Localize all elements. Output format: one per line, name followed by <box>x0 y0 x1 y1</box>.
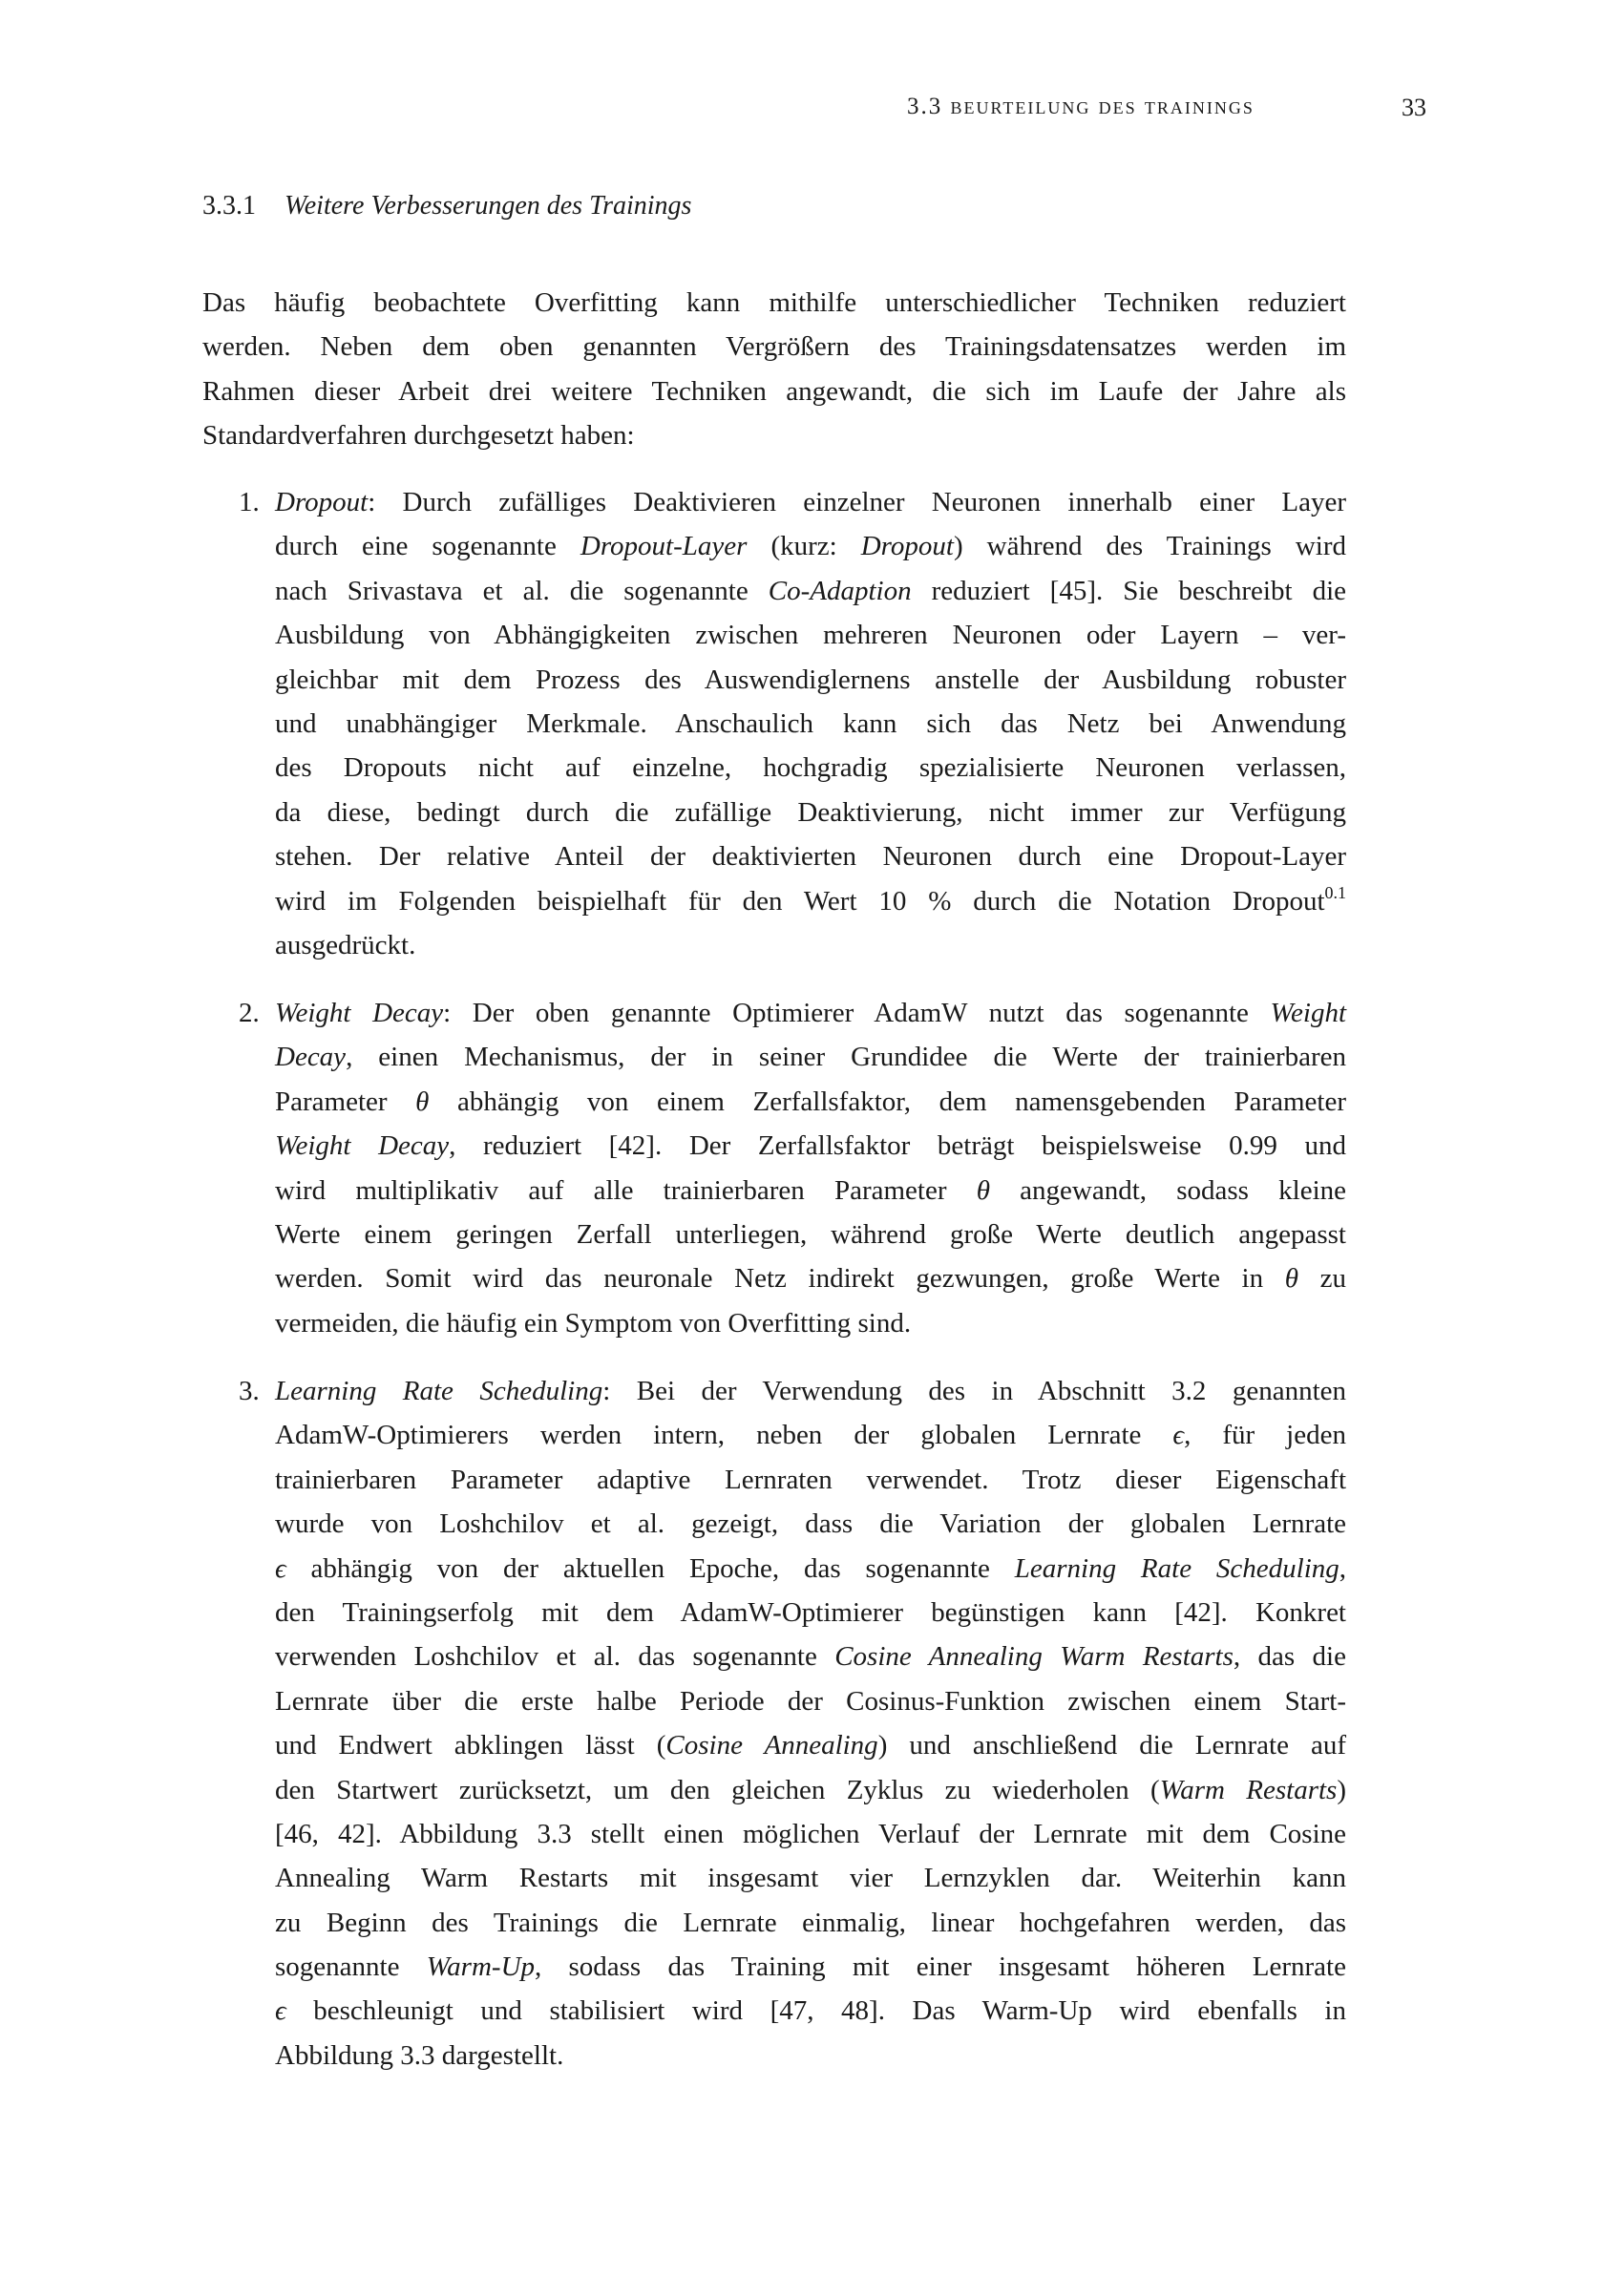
emphasis: θ <box>1284 1263 1298 1295</box>
text-line: Learning Rate Scheduling: Bei der Verwendung des in Abschnitt 3.2 genannten <box>275 1376 1346 1406</box>
list-item-weight-decay <box>239 991 1347 1345</box>
text-line: Annealing Warm Restarts mit insgesamt vier Lernzyklen dar. Weiterhin kann <box>275 1863 1346 1894</box>
text-line: stehen. Der relative Anteil der deaktivierten Neuronen durch eine Dropout-Layer <box>275 841 1346 873</box>
emphasis: Warm-Up <box>426 1951 536 1983</box>
emphasis: θ <box>976 1174 990 1206</box>
text-line: zu Beginn des Trainings die Lernrate einmalig, linear hochgefahren werden, das <box>275 1907 1346 1938</box>
text-line: Werte einem geringen Zerfall unterliegen, während große Werte deutlich angepasst <box>275 1218 1346 1250</box>
text-line: und unabhängiger Merkmale. Anschaulich kann sich das Netz bei Anwendung <box>275 707 1346 739</box>
text-line: wird multiplikativ auf alle trainierbaren Parameter θ angewandt, sodass kleine <box>275 1174 1347 1206</box>
running-header-section: 3.3 beurteilung des trainings <box>907 94 1255 119</box>
emphasis: Dropout-Layer <box>580 531 748 562</box>
text-line: wurde von Loshchilov et al. gezeigt, dass die Variation der globalen Lernrate <box>275 1508 1346 1540</box>
text-line: werden. Somit wird das neuronale Netz indirekt gezwungen, große Werte in θ zu <box>275 1263 1346 1295</box>
text-line: Decay, einen Mechanismus, der in seiner Grundidee die Werte der trainierbaren <box>275 1042 1346 1073</box>
emphasis: Warm Restarts <box>1159 1774 1338 1805</box>
text-line: wird im Folgenden beispielhaft für den Wert 10 % durch die Notation Dropout$^{0.1}$ <box>275 882 1346 917</box>
text-line: Parameter θ abhängig von einem Zerfallsfaktor, dem namensgebenden Parameter <box>275 1086 1346 1117</box>
text-line: nach Srivastava et al. die sogenannte Co-Adaption reduziert [45]. Sie beschreibt die <box>275 575 1346 606</box>
superscript: 0.1 <box>1324 882 1346 902</box>
text-line: und Endwert abklingen lässt (Cosine Annealing) und anschließend die Lernrate auf <box>275 1730 1347 1761</box>
emphasis: Dropout <box>275 487 369 517</box>
emphasis: Decay <box>275 1042 347 1073</box>
text-line: gleichbar mit dem Prozess des Auswendiglernens anstelle der Ausbildung robuster <box>275 664 1346 695</box>
text-line: Weight Decay, reduziert [42]. Der Zerfallsfaktor beträgt beispielsweise 0.99 und <box>275 1130 1346 1162</box>
text-line: sogenannte Warm-Up, sodass das Training mit einer insgesamt höheren Lernrate <box>275 1951 1346 1983</box>
page-number: 33 <box>1402 94 1426 121</box>
emphasis: Cosine Annealing <box>665 1730 878 1761</box>
text-line: den Trainingserfolg mit dem AdamW-Optimierer begünstigen kann [42]. Konkret <box>275 1596 1346 1628</box>
emphasis: Weight Decay <box>275 998 444 1028</box>
list-number: 3. <box>239 1376 260 1406</box>
emphasis: ϵ <box>1172 1420 1185 1451</box>
list-item-lr-scheduling <box>239 1369 1347 2078</box>
list-number: 2. <box>239 998 260 1028</box>
text-line: verwenden Loshchilov et al. das sogenannte Cosine Annealing Warm Restarts, das die <box>275 1641 1346 1673</box>
section-heading <box>202 191 691 221</box>
emphasis: θ <box>415 1086 430 1117</box>
emphasis: ϵ <box>275 1995 286 2027</box>
list-item-dropout <box>239 480 1346 967</box>
text-line: trainierbaren Parameter adaptive Lernraten verwendet. Trotz dieser Eigenschaft <box>275 1464 1346 1495</box>
emphasis: Dropout <box>860 531 954 562</box>
text-line: Rahmen dieser Arbeit drei weitere Techniken angewandt, die sich im Laufe der Jahre als <box>202 375 1346 407</box>
intro-paragraph <box>202 281 1346 458</box>
text-line: den Startwert zurücksetzt, um den gleichen Zyklus zu wiederholen (Warm Restarts) <box>275 1774 1347 1805</box>
text-line: da diese, bedingt durch die zufällige Deaktivierung, nicht immer zur Verfügung <box>275 796 1346 828</box>
text-line: Dropout: Durch zufälliges Deaktivieren einzelner Neuronen innerhalb einer Layer <box>275 487 1346 517</box>
text-line: Abbildung 3.3 dargestellt. <box>275 2039 564 2071</box>
running-header <box>907 94 1426 122</box>
list-number: 1. <box>239 487 260 517</box>
text-line: werden. Neben dem oben genannten Vergrößern des Trainingsdatensatzes werden im <box>202 331 1346 363</box>
text-line: AdamW-Optimierers werden intern, neben der globalen Lernrate ϵ, für jeden <box>275 1420 1346 1451</box>
text-line: Lernrate über die erste halbe Periode der Cosinus-Funktion zwischen einem Start- <box>275 1685 1346 1717</box>
text-line: ϵ beschleunigt und stabilisiert wird [47, 48]. Das Warm-Up wird ebenfalls in <box>275 1995 1346 2027</box>
text-line: durch eine sogenannte Dropout-Layer (kurz: Dropout) während des Trainings wird <box>275 531 1346 562</box>
text-line: Weight Decay: Der oben genannte Optimierer AdamW nutzt das sogenannte Weight <box>275 998 1346 1028</box>
emphasis: ϵ <box>275 1552 286 1584</box>
section-number: 3.3.1 <box>202 191 256 221</box>
section-title: Weitere Verbesserungen des Trainings <box>285 191 692 221</box>
emphasis: Weight Decay <box>275 1130 450 1162</box>
emphasis: Learning Rate Scheduling <box>275 1376 603 1406</box>
emphasis: Weight <box>1270 998 1346 1028</box>
text-line: ϵ abhängig von der aktuellen Epoche, das sogenannte Learning Rate Scheduling, <box>275 1552 1346 1584</box>
emphasis: Learning Rate Scheduling <box>1014 1552 1339 1584</box>
text-line: vermeiden, die häufig ein Symptom von Overfitting sind. <box>275 1307 912 1339</box>
emphasis: Cosine Annealing Warm Restarts <box>834 1641 1234 1673</box>
text-line: Das häufig beobachtete Overfitting kann mithilfe unterschiedlicher Techniken reduziert <box>202 287 1346 318</box>
text-line: des Dropouts nicht auf einzelne, hochgradig spezialisierte Neuronen verlassen, <box>275 752 1346 784</box>
text-line: [46, 42]. Abbildung 3.3 stellt einen möglichen Verlauf der Lernrate mit dem Cosine <box>275 1818 1346 1849</box>
text-line: ausgedrückt. <box>275 929 416 960</box>
text-line: Standardverfahren durchgesetzt haben: <box>202 420 635 452</box>
emphasis: Co-Adaption <box>768 575 912 606</box>
text-line: Ausbildung von Abhängigkeiten zwischen mehreren Neuronen oder Layern – ver- <box>275 620 1346 651</box>
